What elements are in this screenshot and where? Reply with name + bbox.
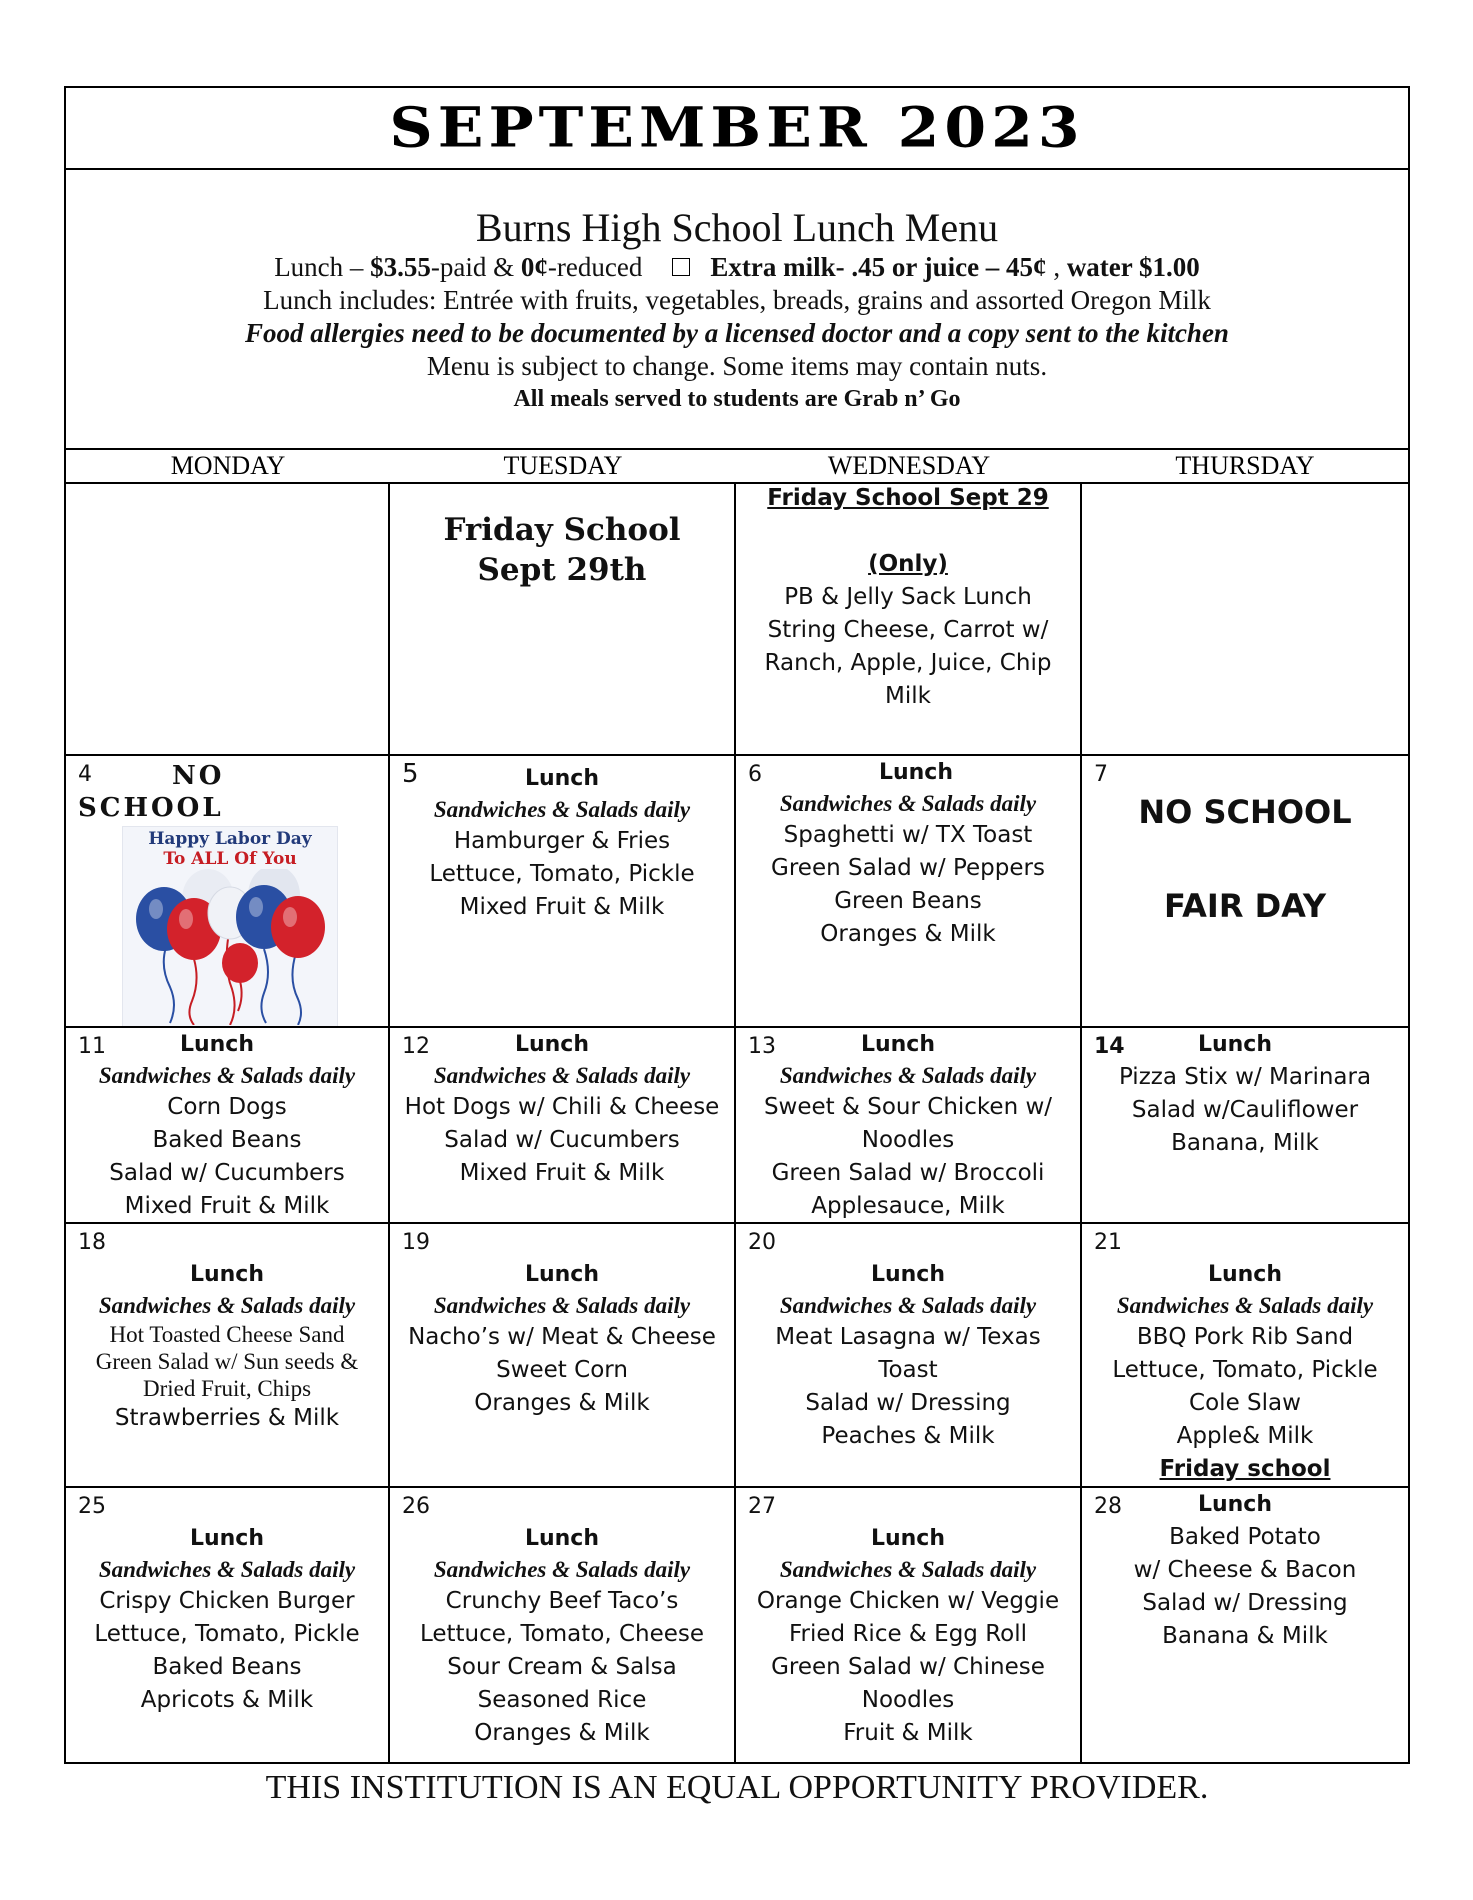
lunch-label: Lunch [870,1526,946,1551]
cell-sept-12 [390,1028,736,1224]
friday-school-line1: Friday School [443,512,681,548]
cell-sept-18 [66,1224,390,1488]
menu-item: Green Salad w/ Peppers [771,855,1045,881]
cell-sept-11 [66,1028,390,1224]
menu-item: Green Beans [834,888,982,914]
menu-item: Mixed Fruit & Milk [459,894,665,920]
daily-label: Sandwiches & Salads daily [779,1293,1037,1318]
day-tuesday: TUESDAY [503,451,623,480]
date-number: 11 [78,1034,106,1059]
daily-label: Sandwiches & Salads daily [433,1063,691,1088]
lunch-label: Lunch [1207,1262,1283,1287]
footer-statement: THIS INSTITUTION IS AN EQUAL OPPORTUNITY PROVIDER. [265,1769,1209,1806]
labor-day-image [122,826,338,1028]
menu-item: Salad w/ Dressing [1142,1590,1348,1616]
friday-school-only: (Only) [868,551,948,577]
menu-item: Baked Beans [152,1127,302,1153]
menu-item: Salad w/ Cucumbers [109,1160,345,1186]
cell-sept-7 [1082,756,1408,1028]
menu-item: Lettuce, Tomato, Pickle [1112,1357,1378,1383]
price-paid: $3.55 [370,252,431,282]
menu-item: Seasoned Rice [477,1687,647,1713]
menu-item: Hot Dogs w/ Chili & Cheese [404,1094,720,1120]
day-monday: MONDAY [170,451,286,480]
menu-item: Oranges & Milk [474,1390,650,1416]
menu-item: Green Salad w/ Sun seeds & [95,1349,359,1374]
water-text: water $1.00 [1066,252,1200,282]
labor-day-line2: To ALL Of You [163,849,297,869]
cell-week0-tuesday [390,482,736,756]
checkbox-icon [672,258,690,276]
menu-item: Peaches & Milk [821,1423,995,1449]
daily-label: Sandwiches & Salads daily [779,1063,1037,1088]
menu-item: w/ Cheese & Bacon [1133,1557,1357,1583]
daily-label: Sandwiches & Salads daily [98,1063,356,1088]
menu-item: Apricots & Milk [140,1687,314,1713]
day-header-row [66,448,1408,484]
menu-item: Nacho’s w/ Meat & Cheese [408,1324,716,1350]
menu-item: Strawberries & Milk [114,1405,340,1431]
friday-school-note: Friday school [1159,1456,1331,1482]
menu-item: Pizza Stix w/ Marinara [1118,1064,1372,1090]
lunch-label: Lunch [179,1032,255,1057]
price-prefix: Lunch – [274,252,371,282]
price-reduced: 0¢ [520,252,548,282]
allergy-line: Food allergies need to be documented by a licensed doctor and a copy sent to the kitchen [245,318,1229,348]
fair-day-text: FAIR DAY [1163,887,1327,925]
lunch-label: Lunch [860,1032,936,1057]
price-line [66,251,1408,284]
cell-sept-28 [1082,1488,1408,1764]
lunch-label: Lunch [189,1262,265,1287]
date-number: 18 [78,1230,106,1255]
day-wednesday: WEDNESDAY [827,451,991,480]
daily-label: Sandwiches & Salads daily [98,1293,356,1318]
menu-item: Lettuce, Tomato, Cheese [419,1621,705,1647]
menu-item: Oranges & Milk [820,921,996,947]
balloons-icon [124,869,336,1025]
price-paid-suffix: -paid & [430,252,521,282]
lunch-label: Lunch [1197,1032,1273,1057]
date-number: 27 [748,1494,776,1519]
menu-item: Lettuce, Tomato, Pickle [429,861,695,887]
extras-text: Extra milk- .45 or juice – 45¢ [710,252,1047,282]
date-number: 4 [78,762,92,787]
daily-label: Sandwiches & Salads daily [779,791,1037,816]
menu-item: Banana & Milk [1162,1623,1328,1649]
labor-day-line1: Happy Labor Day [148,829,312,849]
menu-item: Baked Potato [1169,1524,1321,1550]
cell-sept-6 [736,756,1082,1028]
page-title: SEPTEMBER 2023 [389,95,1085,161]
friday-school-line2: Sept 29th [477,552,647,588]
menu-item: Salad w/ Dressing [805,1390,1011,1416]
menu-item: Banana, Milk [1171,1130,1319,1156]
cell-sept-21 [1082,1224,1408,1488]
cell-week0-thursday [1082,482,1408,756]
date-number: 25 [78,1494,106,1519]
lunch-label: Lunch [524,1262,600,1287]
cell-sept-19 [390,1224,736,1488]
no-school-label [78,760,224,824]
date-number: 12 [402,1034,430,1059]
date-number: 6 [748,762,762,787]
lunch-label: Lunch [524,1526,600,1551]
date-number: 21 [1094,1230,1122,1255]
menu-item: Noodles [861,1687,955,1713]
menu-item: Crispy Chicken Burger [99,1588,355,1614]
menu-item: Meat Lasagna w/ Texas [775,1324,1041,1350]
cell-sept-26 [390,1488,736,1764]
menu-item: Fried Rice & Egg Roll [788,1621,1028,1647]
menu-item: Sweet & Sour Chicken w/ [763,1094,1053,1120]
menu-item: Mixed Fruit & Milk [459,1160,665,1186]
lunch-label: Lunch [870,1262,946,1287]
cell-sept-14 [1082,1028,1408,1224]
menu-item: Milk [885,683,931,709]
no-school-text: NO SCHOOL [1138,793,1352,831]
daily-label: Sandwiches & Salads daily [1116,1293,1374,1318]
menu-item: Lettuce, Tomato, Pickle [94,1621,360,1647]
daily-label: Sandwiches & Salads daily [433,1557,691,1582]
menu-item: Crunchy Beef Taco’s [445,1588,679,1614]
menu-item: Applesauce, Milk [811,1193,1005,1219]
menu-item: Corn Dogs [167,1094,287,1120]
menu-item: Dried Fruit, Chips [142,1376,312,1401]
cell-sept-20 [736,1224,1082,1488]
date-number: 13 [748,1034,776,1059]
change-line: Menu is subject to change. Some items may contain nuts. [426,351,1048,381]
menu-item: Orange Chicken w/ Veggie [756,1588,1060,1614]
menu-item: Sweet Corn [496,1357,628,1383]
no-school-no: NO [172,761,225,791]
daily-label: Sandwiches & Salads daily [433,797,691,822]
date-number: 5 [402,759,419,789]
menu-item: Green Salad w/ Broccoli [771,1160,1045,1186]
daily-label: Sandwiches & Salads daily [779,1557,1037,1582]
lunch-label: Lunch [189,1526,265,1551]
menu-item: String Cheese, Carrot w/ [767,617,1049,643]
menu-item: Baked Beans [152,1654,302,1680]
menu-item: Fruit & Milk [843,1720,973,1746]
menu-item: Mixed Fruit & Milk [124,1193,330,1219]
menu-item: Toast [878,1357,938,1383]
menu-info [66,168,1408,450]
date-number: 14 [1094,1034,1125,1059]
menu-item: Sour Cream & Salsa [447,1654,677,1680]
menu-item: Ranch, Apple, Juice, Chip [764,650,1052,676]
date-number: 20 [748,1230,776,1255]
no-school-school: SCHOOL [78,793,224,823]
cell-week0-wednesday [736,482,1082,756]
date-number: 28 [1094,1494,1122,1519]
price-reduced-suffix: -reduced [547,252,643,282]
menu-item: Cole Slaw [1189,1390,1301,1416]
menu-item: Oranges & Milk [474,1720,650,1746]
lunch-label: Lunch [524,766,600,791]
daily-label: Sandwiches & Salads daily [433,1293,691,1318]
title-row [66,88,1408,170]
school-title: Burns High School Lunch Menu [475,205,999,250]
day-thursday: THURSDAY [1175,451,1315,480]
menu-item: Salad w/Cauliflower [1131,1097,1359,1123]
menu-item: Spaghetti w/ TX Toast [783,822,1033,848]
cell-sept-27 [736,1488,1082,1764]
includes-line: Lunch includes: Entrée with fruits, vegetables, breads, grains and assorted Oregon Milk [263,285,1211,315]
cell-week0-monday [66,482,390,756]
menu-item: Noodles [861,1127,955,1153]
cell-sept-13 [736,1028,1082,1224]
date-number: 26 [402,1494,430,1519]
cell-sept-4 [66,756,390,1028]
menu-item: BBQ Pork Rib Sand [1136,1324,1354,1350]
friday-school-heading: Friday School Sept 29 [767,485,1049,511]
menu-frame [64,86,1410,1764]
cell-sept-5 [390,756,736,1028]
menu-item: Hot Toasted Cheese Sand [109,1322,345,1347]
menu-item: Hamburger & Fries [453,828,671,854]
daily-label: Sandwiches & Salads daily [98,1557,356,1582]
date-number: 19 [402,1230,430,1255]
menu-item: PB & Jelly Sack Lunch [784,584,1032,610]
lunch-label: Lunch [1197,1492,1273,1517]
menu-item: Apple& Milk [1176,1423,1314,1449]
date-number: 7 [1094,762,1108,787]
menu-item: Salad w/ Cucumbers [444,1127,680,1153]
cell-sept-25 [66,1488,390,1764]
water-sep: , [1046,252,1067,282]
lunch-label: Lunch [514,1032,590,1057]
calendar-grid [66,482,1408,1764]
menu-item: Green Salad w/ Chinese [771,1654,1045,1680]
lunch-label: Lunch [878,760,954,785]
grab-line: All meals served to students are Grab n’ Go [513,386,961,412]
